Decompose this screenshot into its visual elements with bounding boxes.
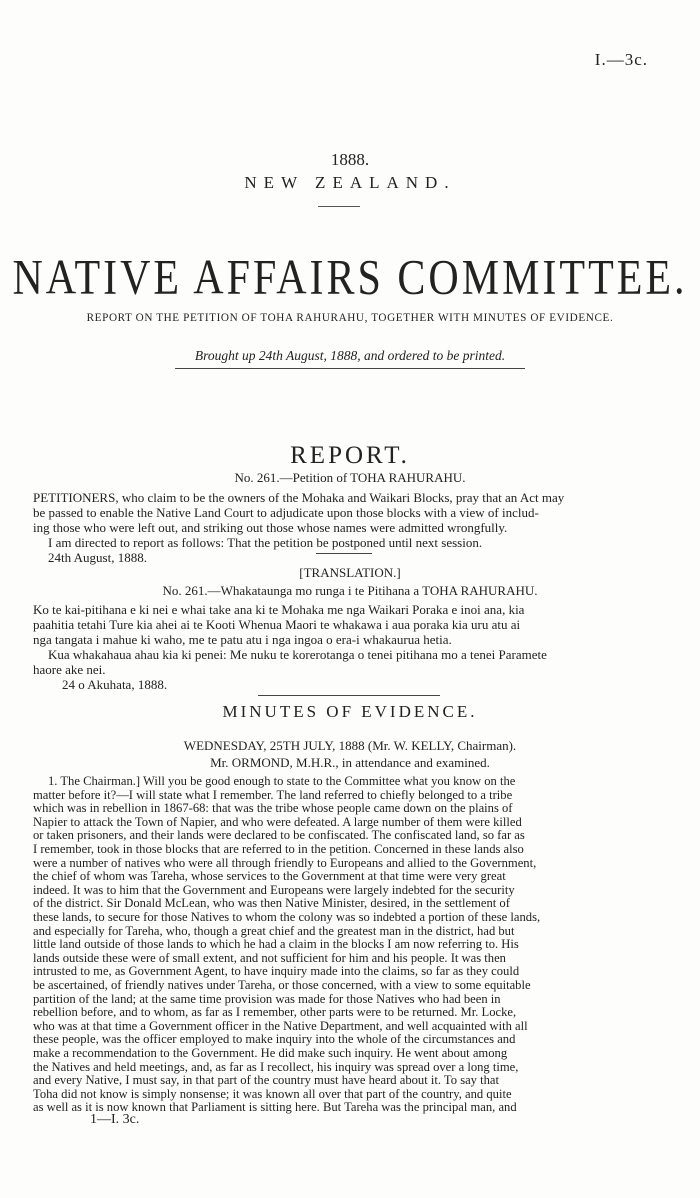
- maori-directed-line: haore ake nei.: [33, 662, 106, 677]
- report-directed: I am directed to report as follows: That the petition be postponed until next session.: [48, 535, 483, 550]
- evidence-line: which was in rebellion in 1867-68: that was the tribe whose people came down on the plains of: [33, 801, 513, 816]
- evidence-line: these people, was the officer employed to make inquiry into the whole of the circumstances and: [33, 1032, 516, 1047]
- session-line: WEDNESDAY, 25TH JULY, 1888 (Mr. W. KELLY, Chairman).: [183, 738, 517, 753]
- evidence-line: little land outside of those lands to which he had a claim in the blocks I am now referring to. His: [33, 937, 519, 952]
- sheet-identifier: I.—3c.: [594, 50, 648, 69]
- divider: [258, 695, 440, 696]
- country-heading: NEW ZEALAND.: [244, 173, 456, 192]
- maori-directed-line: Kua whakahaua ahau kia ki penei: Me nuku te korerotanga o tenei pitihana mo a tenei Paramete: [48, 647, 547, 662]
- evidence-line: matter before it?—I will state what I remember. The land referred to chiefly belonged to a tribe: [33, 787, 513, 802]
- minutes-heading: MINUTES OF EVIDENCE.: [222, 702, 478, 721]
- brought-up-line: Brought up 24th August, 1888, and ordered to be printed.: [194, 348, 506, 363]
- maori-petition-number: No. 261.—Whakataunga mo runga i te Pitihana a TOHA RAHURAHU.: [162, 583, 538, 598]
- year: 1888.: [330, 150, 370, 169]
- maori-body-line: nga tangata i mahue ki waho, me te patu atu i nga ingoa o era-i whakaurua hetia.: [33, 632, 452, 647]
- evidence-line: who was at that time a Government officer in the Native Department, and well acquainted with all: [33, 1018, 528, 1033]
- petition-number: No. 261.—Petition of TOHA RAHURAHU.: [234, 470, 466, 485]
- divider: [175, 368, 525, 369]
- evidence-line: Toha did not know is simply nonsense; it was known all over that part of the country, and quite: [33, 1086, 512, 1101]
- report-subtitle: REPORT ON THE PETITION OF TOHA RAHURAHU, TOGETHER WITH MINUTES OF EVIDENCE.: [86, 312, 614, 324]
- divider: [318, 206, 360, 207]
- evidence-line: Napier to attack the Town of Napier, and who were defeated. A large number of them were killed: [33, 814, 522, 829]
- evidence-line: indeed. It was to him that the Government and Europeans were largely indebted for the security: [33, 882, 515, 897]
- maori-body-line: Ko te kai-pitihana e ki nei e whai take ana ki te Mohaka me nga Waikari Poraka e inoi ana, kia: [33, 602, 525, 617]
- report-heading: REPORT.: [290, 442, 410, 469]
- evidence-line: these lands, to secure for those Natives to whom the colony was so indebted a portion of these lands,: [33, 910, 541, 924]
- report-date: 24th August, 1888.: [48, 550, 147, 565]
- evidence-line: partition of the land; at the same time provision was made for those Natives who had been in: [33, 991, 501, 1006]
- evidence-line: lands outside these were of small extent, and not sufficient for him and his people. It was then: [33, 950, 506, 965]
- witness-line: Mr. ORMOND, M.H.R., in attendance and examined.: [210, 755, 490, 770]
- evidence-line: and especially for Tareha, who, though a great chief and the greatest man in the district, had but: [33, 923, 515, 938]
- evidence-line: and every Native, I must say, in that part of the country must have heard about it. To say that: [33, 1073, 500, 1088]
- evidence-line: be ascertained, of friendly natives under Tareha, or those concerned, with a view to some equitable: [33, 978, 531, 992]
- evidence-line: make a recommendation to the Government. He did make such inquiry. He went about among: [33, 1046, 508, 1060]
- translation-label: [TRANSLATION.]: [299, 565, 401, 580]
- evidence-line: the chief of whom was Tareha, whose services to the Government at that time were very great: [33, 869, 506, 884]
- evidence-line: of the district. Sir Donald McLean, who was then Native Minister, desired, in the settlement of: [33, 896, 510, 911]
- evidence-line: were a number of natives who were all through friendly to Europeans and allied to the Government,: [33, 855, 537, 870]
- evidence-line: 1. The Chairman.] Will you be good enough to state to the Committee what you know on the: [48, 774, 516, 788]
- evidence-line: the Natives and held meetings, and, as far as I recollect, his inquiry was spread over a long time,: [33, 1059, 519, 1074]
- evidence-line: as well as it is now known that Parliament is sitting here. But Tareha was the principal man, and: [33, 1100, 517, 1115]
- report-body-line: PETITIONERS, who claim to be the owners of the Mohaka and Waikari Blocks, pray that an Act may: [33, 490, 565, 505]
- report-body-line: be passed to enable the Native Land Court to adjudicate upon those blocks with a view of includ-: [33, 505, 539, 520]
- committee-title: NATIVE AFFAIRS COMMITTEE.: [12, 251, 688, 306]
- evidence-line: rebellion before, and to whom, as far as I remember, other parts were to be returned. Mr. Locke,: [33, 1005, 517, 1020]
- evidence-line: or taken prisoners, and their lands were declared to be confiscated. The confiscated land, so far as: [33, 828, 525, 843]
- report-body-line: ing those who were left out, and striking out those whose names were admitted wrongfully.: [33, 520, 508, 535]
- evidence-line: intrusted to me, as Government Agent, to have inquiry made into the claims, so far as they could: [33, 964, 520, 979]
- evidence-line: I remember, took in those blocks that are referred to in the petition. Concerned in these lands also: [33, 842, 524, 856]
- maori-date: 24 o Akuhata, 1888.: [62, 677, 168, 692]
- maori-body-line: paahitia tetahi Ture kia ahei ai te Kooti Whenua Maori te whakawa i aua poraka kia uru atu ai: [33, 617, 521, 632]
- divider: [316, 553, 372, 554]
- page-footer-id: 1—I. 3c.: [90, 1112, 140, 1127]
